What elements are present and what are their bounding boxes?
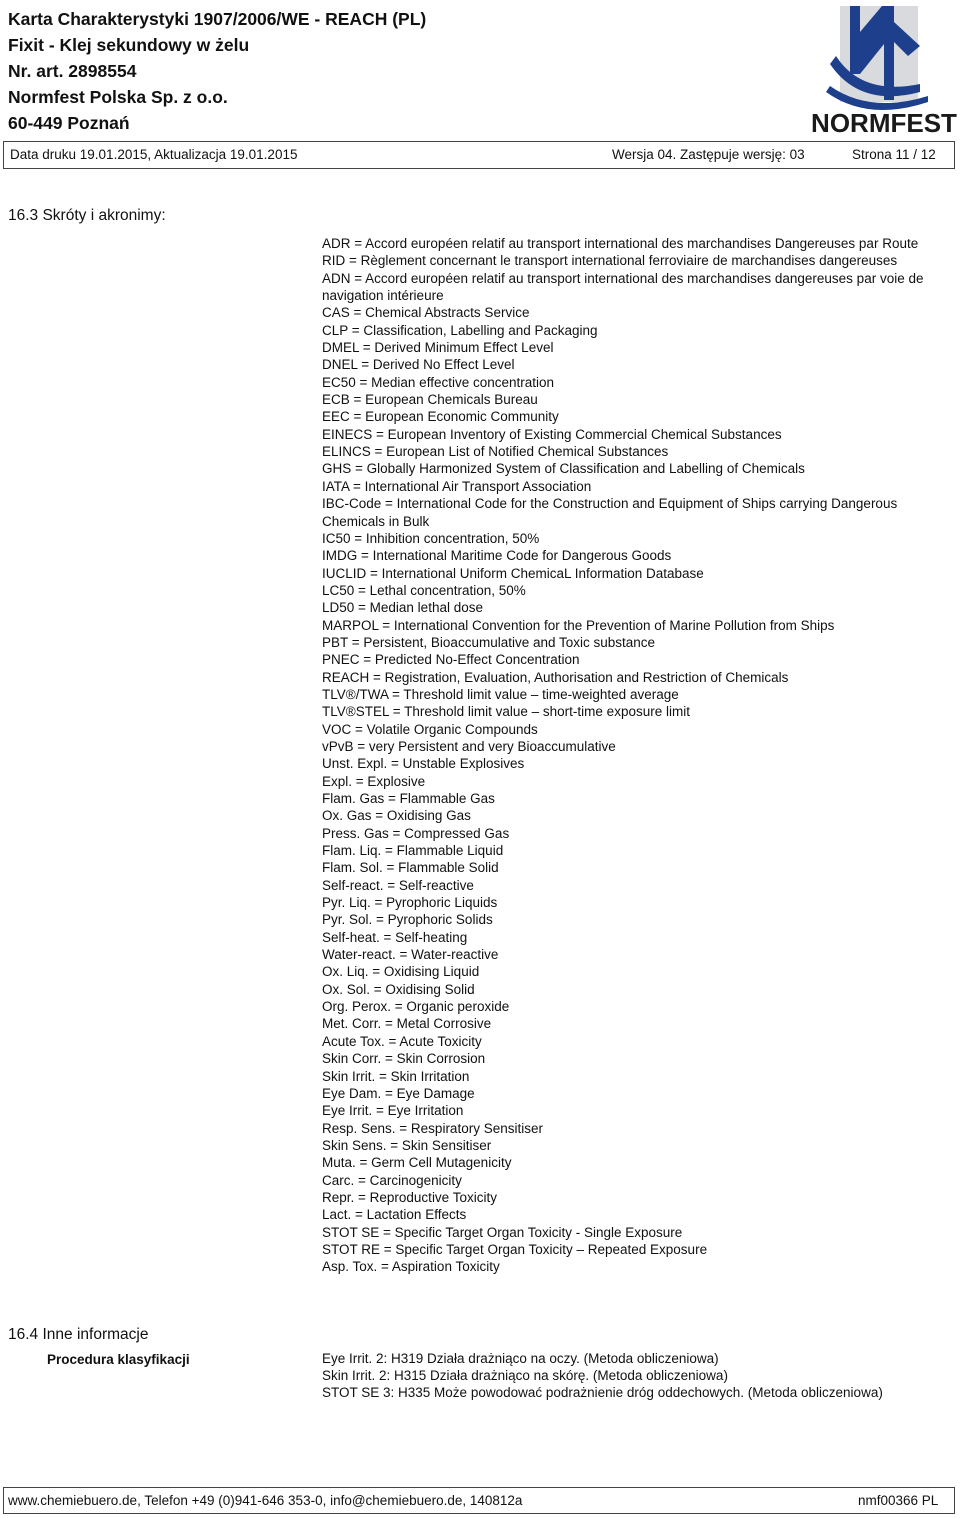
abbreviation-item: DMEL = Derived Minimum Effect Level [322, 340, 554, 356]
version-info: Wersja 04. Zastępuje wersję: 03 [612, 147, 805, 162]
abbreviation-item: MARPOL = International Convention for the Prevention of Marine Pollution from Ships [322, 617, 835, 633]
logo-wordmark: NORMFEST [811, 108, 957, 138]
abbreviation-item: Eye Irrit. = Eye Irritation [322, 1103, 464, 1119]
abbreviation-item: Pyr. Sol. = Pyrophoric Solids [322, 912, 493, 928]
abbreviation-item: RID = Règlement concernant le transport international ferroviaire de marchandises dangereuses [322, 253, 898, 269]
abbreviation-item: Lact. = Lactation Effects [322, 1207, 467, 1223]
abbreviation-item: ADR = Accord européen relatif au transport international des marchandises Dangereuses par Route [322, 236, 919, 251]
abbreviation-item: Water-react. = Water-reactive [322, 947, 499, 963]
abbreviation-item: REACH = Registration, Evaluation, Authorisation and Restriction of Chemicals [322, 669, 789, 685]
classification-list [322, 1351, 883, 1401]
page-number: Strona 11 / 12 [852, 147, 936, 162]
abbreviation-item: CAS = Chemical Abstracts Service [322, 305, 530, 321]
abbreviation-item: TLV®/TWA = Threshold limit value – time-weighted average [322, 686, 679, 702]
abbreviation-item: IATA = International Air Transport Association [322, 478, 592, 494]
abbreviations-list [322, 235, 954, 1276]
abbreviation-item: Eye Dam. = Eye Damage [322, 1085, 475, 1101]
footer-contact: www.chemiebuero.de, Telefon +49 (0)941-646 353-0, info@chemiebuero.de, 140812a [8, 1493, 523, 1508]
abbreviation-item: Repr. = Reproductive Toxicity [322, 1189, 497, 1205]
abbreviation-item: Skin Sens. = Skin Sensitiser [322, 1137, 492, 1153]
abbreviation-item: Skin Irrit. = Skin Irritation [322, 1068, 470, 1084]
abbreviation-item: Self-react. = Self-reactive [322, 877, 474, 893]
abbreviation-item: Flam. Sol. = Flammable Solid [322, 860, 499, 876]
footer-code: nmf00366 PL [858, 1493, 939, 1508]
print-date: Data druku 19.01.2015, Aktualizacja 19.01.2015 [10, 147, 298, 162]
page-footer [3, 1487, 955, 1514]
abbreviation-item: TLV®STEL = Threshold limit value – short-time exposure limit [322, 704, 690, 720]
abbreviation-item: LC50 = Lethal concentration, 50% [322, 582, 526, 598]
company-name: Normfest Polska Sp. z o.o. [8, 87, 228, 107]
abbreviation-item: ELINCS = European List of Notified Chemical Substances [322, 444, 669, 460]
abbreviation-item: Ox. Liq. = Oxidising Liquid [322, 964, 480, 980]
abbreviation-item: VOC = Volatile Organic Compounds [322, 721, 538, 737]
section-16-4-title: 16.4 Inne informacje [8, 1326, 149, 1343]
abbreviation-item: Self-heat. = Self-heating [322, 929, 468, 945]
abbreviation-item: EEC = European Economic Community [322, 409, 559, 425]
abbreviation-item: Ox. Sol. = Oxidising Solid [322, 981, 475, 997]
product-name: Fixit - Klej sekundowy w żelu [8, 35, 250, 55]
abbreviation-item: IUCLID = International Uniform ChemicaL Information Database [322, 565, 704, 581]
abbreviation-item: vPvB = very Persistent and very Bioaccumulative [322, 738, 616, 754]
classification-item: Skin Irrit. 2: H315 Działa drażniąco na skórę. (Metoda obliczeniowa) [322, 1367, 728, 1383]
classification-item: Eye Irrit. 2: H319 Działa drażniąco na oczy. (Metoda obliczeniowa) [322, 1351, 719, 1366]
abbreviation-item: DNEL = Derived No Effect Level [322, 357, 515, 373]
abbreviation-item: IMDG = International Maritime Code for Dangerous Goods [322, 548, 672, 564]
abbreviation-item: Ox. Gas = Oxidising Gas [322, 808, 471, 824]
article-number: Nr. art. 2898554 [8, 61, 137, 81]
abbreviation-item: Acute Tox. = Acute Toxicity [322, 1033, 482, 1049]
document-info-bar [3, 141, 955, 169]
abbreviation-item: PNEC = Predicted No-Effect Concentration [322, 652, 580, 668]
abbreviation-item: IBC-Code = International Code for the Construction and Equipment of Ships carrying Dangerous Chemicals in Bulk [322, 496, 898, 529]
abbreviation-item: STOT SE = Specific Target Organ Toxicity - Single Exposure [322, 1224, 683, 1240]
abbreviation-item: STOT RE = Specific Target Organ Toxicity – Repeated Exposure [322, 1241, 708, 1257]
abbreviation-item: Expl. = Explosive [322, 773, 426, 789]
abbreviation-item: PBT = Persistent, Bioaccumulative and Toxic substance [322, 634, 656, 650]
abbreviation-item: EC50 = Median effective concentration [322, 374, 555, 390]
abbreviation-item: ADN = Accord européen relatif au transport international des marchandises dangereuses par voie de navigation intérieure [322, 270, 924, 304]
abbreviation-item: Flam. Gas = Flammable Gas [322, 791, 495, 806]
abbreviation-item: LD50 = Median lethal dose [322, 600, 483, 616]
abbreviation-item: Pyr. Liq. = Pyrophoric Liquids [322, 895, 498, 911]
abbreviation-item: Org. Perox. = Organic peroxide [322, 999, 510, 1015]
company-city: 60-449 Poznań [8, 113, 130, 133]
normfest-logo-icon [810, 4, 958, 138]
abbreviation-item: EINECS = European Inventory of Existing Commercial Chemical Substances [322, 426, 782, 442]
document-title: Karta Charakterystyki 1907/2006/WE - REACH (PL) [8, 9, 427, 29]
abbreviation-item: Press. Gas = Compressed Gas [322, 825, 510, 841]
abbreviation-item: Muta. = Germ Cell Mutagenicity [322, 1155, 512, 1171]
classification-procedure-label: Procedura klasyfikacji [47, 1352, 190, 1367]
document-header [8, 6, 426, 136]
abbreviation-item: Skin Corr. = Skin Corrosion [322, 1051, 486, 1067]
section-16-3-title: 16.3 Skróty i akronimy: [8, 207, 166, 224]
abbreviation-item: Met. Corr. = Metal Corrosive [322, 1016, 492, 1032]
classification-item: STOT SE 3: H335 Może powodować podrażnienie dróg oddechowych. (Metoda obliczeniowa) [322, 1384, 883, 1400]
abbreviation-item: ECB = European Chemicals Bureau [322, 392, 538, 408]
normfest-logo [810, 4, 958, 138]
abbreviation-item: Flam. Liq. = Flammable Liquid [322, 843, 504, 859]
abbreviation-item: Resp. Sens. = Respiratory Sensitiser [322, 1120, 543, 1136]
abbreviation-item: Asp. Tox. = Aspiration Toxicity [322, 1259, 500, 1275]
abbreviation-item: Unst. Expl. = Unstable Explosives [322, 756, 525, 772]
abbreviation-item: CLP = Classification, Labelling and Packaging [322, 322, 598, 338]
abbreviation-item: GHS = Globally Harmonized System of Classification and Labelling of Chemicals [322, 461, 805, 477]
abbreviation-item: IC50 = Inhibition concentration, 50% [322, 530, 540, 546]
abbreviation-item: Carc. = Carcinogenicity [322, 1172, 462, 1188]
